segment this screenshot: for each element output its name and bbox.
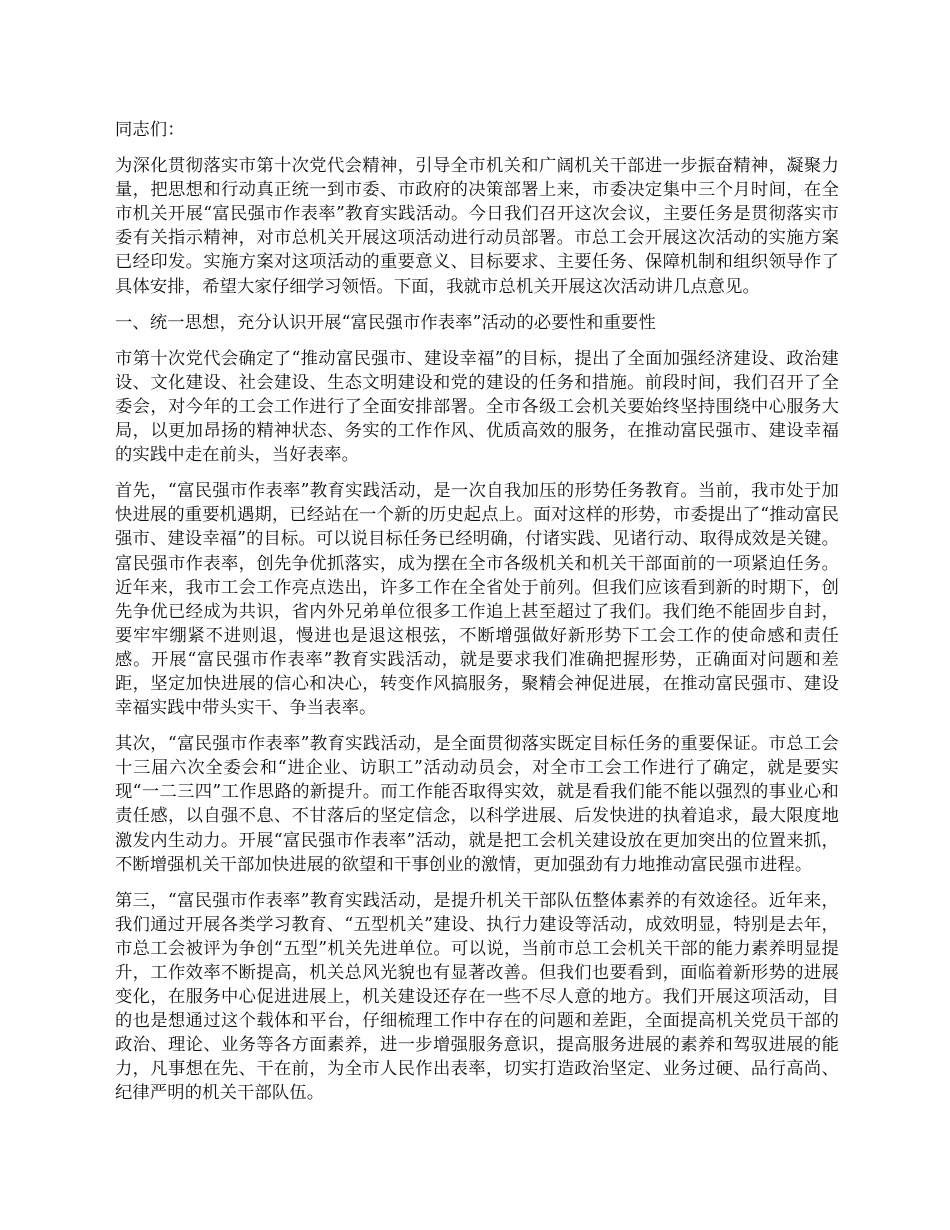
paragraph-third: 第三，“富民强市作表率”教育实践活动，是提升机关干部队伍整体素养的有效途径。近年来，我们通过开展各类学习教育、“五型机关”建设、执行力建设等活动，成效明显，特别是去年，市总工会被评为争创“五型”机关先进单位。可以说，当前市总工会机关干部的能力素养明显提升，工作效率不断提高，机关总风光貌也有显著改善。但我们也要看到，面临着新形势的进展变化，在服务中心促进进展上，机关建设还存在一些不尽人意的地方。我们开展这项活动，目的也是想通过这个载体和平台，仔细梳理工作中存在的问题和差距，全面提高机关党员干部的政治、理论、业务等各方面素养，进一步增强服务意识，提高服务进展的素养和驾驭进展的能力，凡事想在先、干在前，为全市人民作出表率，切实打造政治坚定、业务过硬、品行高尚、纪律严明的机关干部队伍。 bbox=[115, 890, 839, 1104]
salutation: 同志们： bbox=[115, 120, 185, 140]
paragraph-first: 首先，“富民强市作表率”教育实践活动，是一次自我加压的形势任务教育。当前，我市处于加快进展的重要机遇期，已经站在一个新的历史起点上。面对这样的形势，市委提出了“推动富民强市、建设幸福”的目标。可以说目标任务已经明确，付诸实践、见诸行动、取得成效是关键。富民强市作表率，创先争优抓落实，成为摆在全市各级机关和机关干部面前的一项紧迫任务。近年来，我市工会工作亮点迭出，许多工作在全省处于前列。但我们应该看到新的时期下，创先争优已经成为共识，省内外兄弟单位很多工作追上甚至超过了我们。我们绝不能固步自封，要牢牢绷紧不进则退，慢进也是退这根弦，不断增强做好新形势下工会工作的使命感和责任感。开展“富民强市作表率”教育实践活动，就是要求我们准确把握形势，正确面对问题和差距，坚定加快进展的信心和决心，转变作风搞服务，聚精会神促进展，在推动富民强市、建设幸福实践中带头实干、争当表率。 bbox=[115, 481, 839, 719]
paragraph-intro: 为深化贯彻落实市第十次党代会精神，引导全市机关和广阔机关干部进一步振奋精神，凝聚力量，把思想和行动真正统一到市委、市政府的决策部署上来，市委决定集中三个月时间，在全市机关开展“富民强市作表率”教育实践活动。今日我们召开这次会议，主要任务是贯彻落实市委有关指示精神，对市总机关开展这项活动进行动员部署。市总工会开展这次活动的实施方案已经印发。实施方案对这项活动的重要意义、目标要求、主要任务、保障机制和组织领导作了具体安排，希望大家仔细学习领悟。下面，我就市总机关开展这次活动讲几点意见。 bbox=[115, 156, 839, 297]
paragraph-party-congress: 市第十次党代会确定了“推动富民强市、建设幸福”的目标，提出了全面加强经济建设、政治建设、文化建设、社会建设、生态文明建设和党的建设的任务和措施。前段时间，我们召开了全委会，对今年的工会工作进行了全面安排部署。全市各级工会机关要始终坚持围绕中心服务大局，以更加昂扬的精神状态、务实的工作作风、优质高效的服务，在推动富民强市、建设幸福的实践中走在前头，当好表率。 bbox=[115, 348, 839, 466]
paragraph-second: 其次，“富民强市作表率”教育实践活动，是全面贯彻落实既定目标任务的重要保证。市总工会十三届六次全委会和“进企业、访职工”活动动员会，对全市工会工作进行了确定，就是要实现“一二三四”工作思路的新提升。而工作能否取得实效，就是看我们能不能以强烈的事业心和责任感，以自强不息、不甘落后的坚定信念，以科学进展、后发快进的执着追求，最大限度地激发内生动力。开展“富民强市作表率”活动，就是把工会机关建设放在更加突出的位置来抓，不断增强机关干部加快进展的欲望和干事创业的激情，更加强劲有力地推动富民强市进程。 bbox=[115, 734, 839, 875]
document-body bbox=[115, 118, 839, 1118]
section-heading-1: 一、统一思想，充分认识开展“富民强市作表率”活动的必要性和重要性 bbox=[115, 312, 656, 333]
